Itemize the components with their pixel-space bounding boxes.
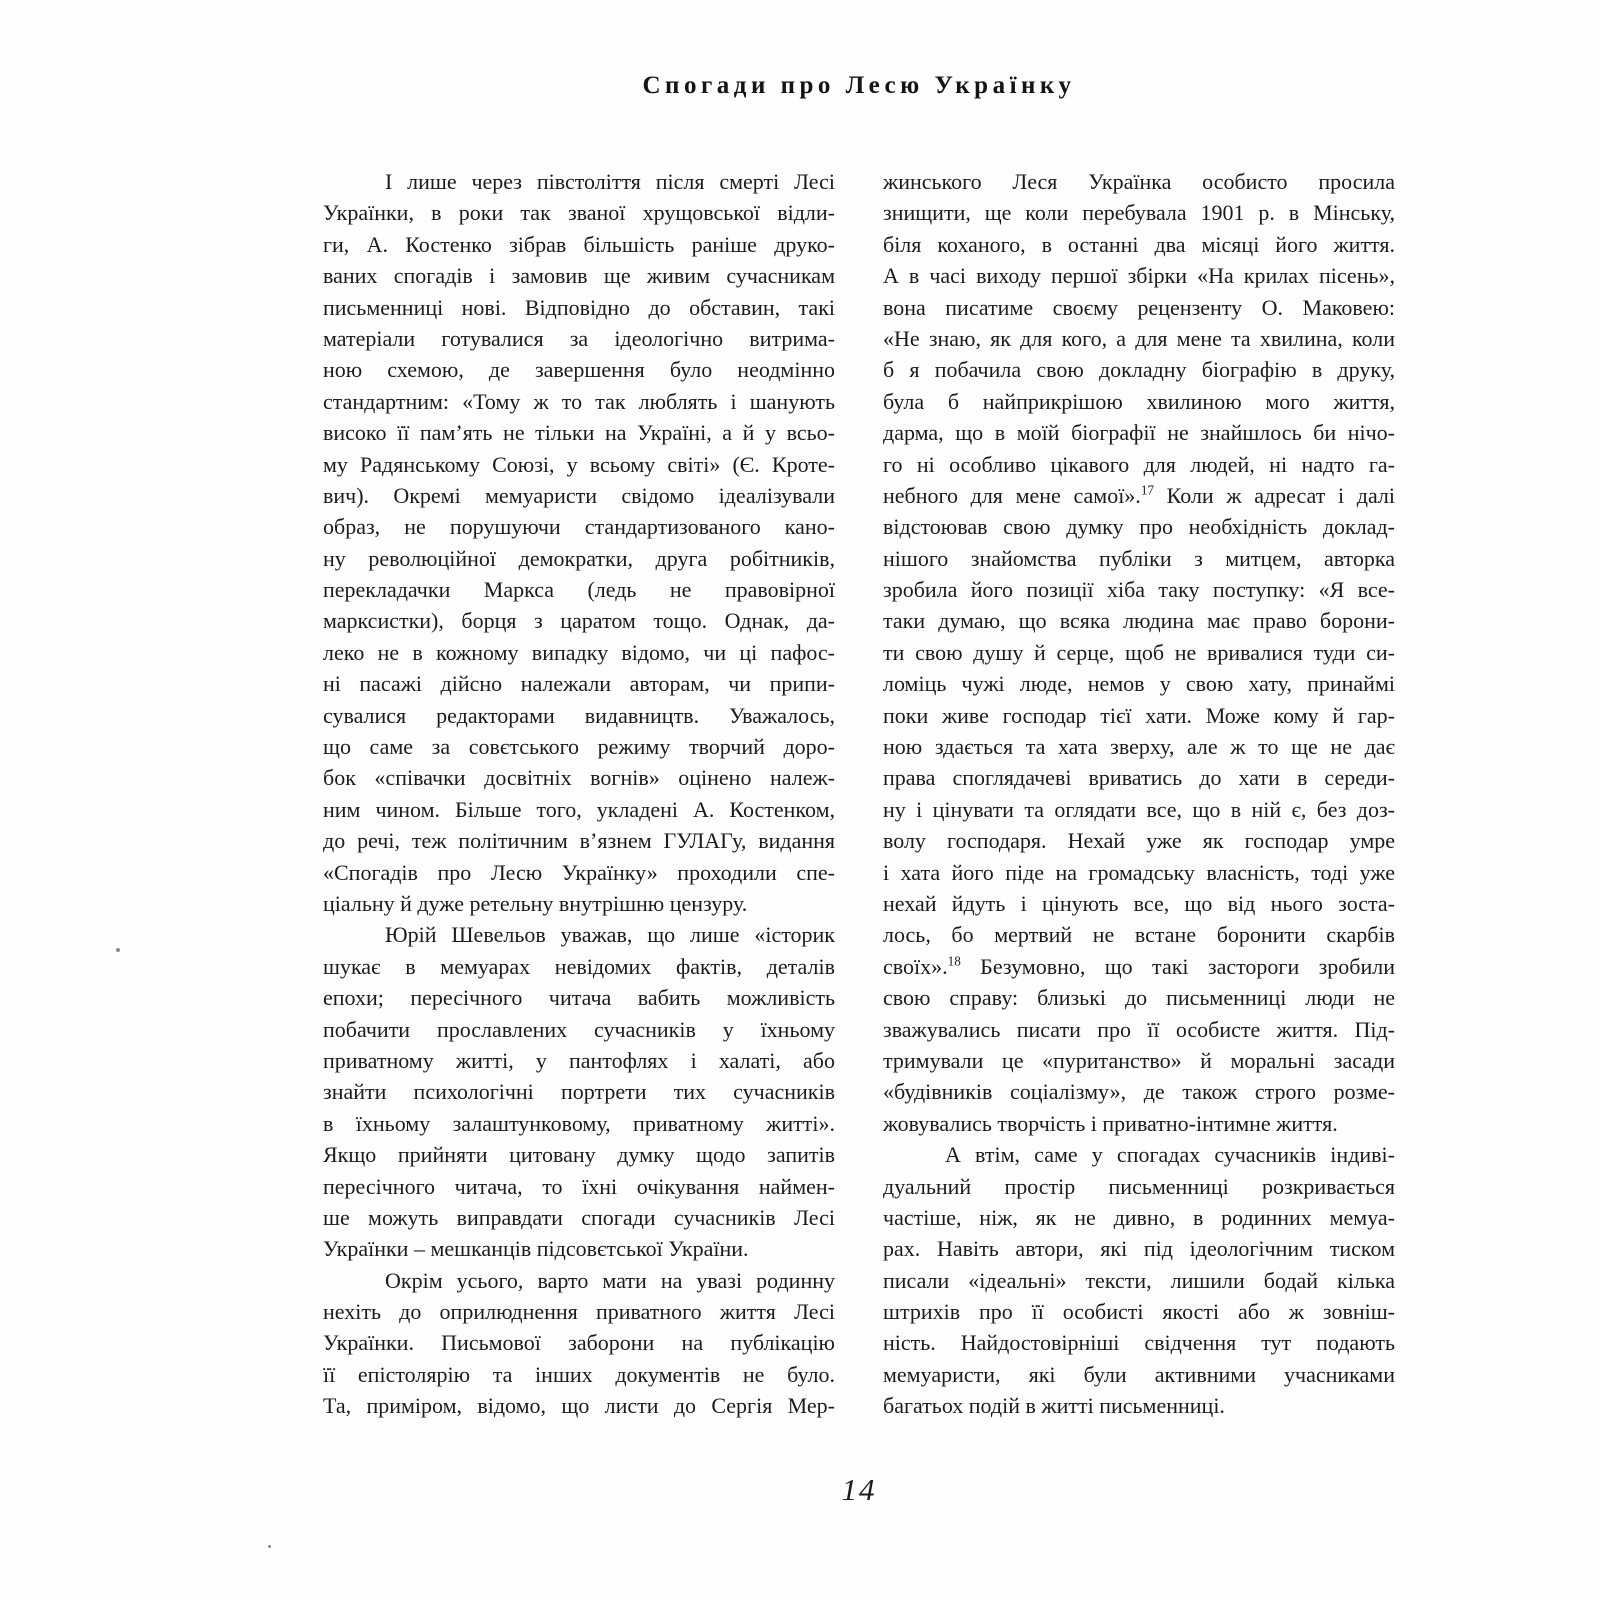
text-line: Українки. Письмової заборони на публікацію [323,1330,835,1356]
text-line: «будівників соціалізму», де також строго розме- [883,1079,1395,1105]
text-line: пересічного читача, то їхні очікування наймен- [323,1173,835,1199]
text-line: таки думаю, що всяка людина має право борони- [883,608,1395,634]
text-line: ною здається та хата зверху, але ж то ще не дає [883,734,1395,760]
text-line: багатьох подій в житті письменниці. [883,1393,1225,1419]
text-line: штрихів про її особисті якості або ж зовніш- [883,1299,1395,1325]
scan-speck [116,948,120,952]
text-line: ні пасажі дійсно належали авторам, чи припи- [323,671,835,697]
text-line: зважувались писати про її особисте життя. Під- [883,1016,1395,1042]
text-line: ну революційної демократки, друга робітників, [323,545,835,571]
text-line: нехіть до оприлюднення приватного життя Лесі [323,1299,835,1325]
text-line: права споглядачеві вриватись до хати в середи- [883,765,1395,791]
text-line: ги, А. Костенко зібрав більшість раніше друко- [323,231,835,257]
text-line: вона писатиме своєму рецензенту О. Маковею: [883,294,1395,320]
text-line: ність. Найдостовірніші свідчення тут подають [883,1330,1395,1356]
text-line: письменниці нові. Відповідно до обставин, такі [323,294,835,320]
text-line: марксистки), борця з царатом тощо. Однак, да- [323,608,835,634]
text-line: «Спогадів про Лесю Українку» проходили спе- [323,859,835,885]
text-line: Окрім усього, варто мати на увазі родинну [385,1267,835,1293]
text-line: зробила його позиції хіба таку поступку: «Я все- [883,577,1395,603]
column-right [883,166,1395,1422]
column-left [323,166,835,1422]
page-number: 14 [841,1472,877,1507]
text-line: Якщо прийняти цитовану думку щодо запитів [323,1142,835,1168]
text-line: рах. Навіть автори, які під ідеологічним тиском [883,1236,1395,1262]
text-line: нішого знайомства публіки з митцем, авторка [883,545,1395,571]
text-line: жинського Леся Українка особисто просила [883,169,1395,194]
text-line: Та, приміром, відомо, що листи до Сергія Мер- [323,1393,835,1419]
running-header: Спогади про Лесю Українку [642,72,1076,99]
text-line: свою справу: близькі до письменниці люди не [883,985,1395,1011]
text-line: Юрій Шевельов уважав, що лише «історик [385,922,835,948]
text-line: була б найприкрішою хвилиною мого життя, [883,388,1395,414]
scan-speck [268,1545,271,1548]
text-line: своїх».$^{18}$ Безумовно, що такі застороги зробили [883,953,1395,979]
text-line: до речі, теж політичним в’язнем ГУЛАГу, видання [323,828,835,854]
text-line: тримували це «пуританство» й моральні засади [883,1047,1395,1073]
text-line: волу господаря. Нехай уже як господар умре [883,828,1395,854]
text-line: ломіць чужі люде, немов у свою хату, принаймі [883,671,1395,697]
text-block [323,166,1395,1422]
text-line: жовувались творчість і приватно-інтимне життя. [883,1110,1338,1136]
text-line: А в часі виходу першої збірки «На крилах пісень», [883,263,1395,289]
text-line: відстоював свою думку про необхідність доклад- [883,514,1395,540]
text-line: знищити, ще коли перебувала 1901 р. в Мінську, [883,200,1395,226]
text-line: біля коханого, в останні два місяці його життя. [883,231,1395,257]
text-line: б я побачила свою докладну біографію в друку, [883,357,1395,383]
text-line: високо її пам’ять не тільки на Україні, а й у всьо- [323,420,835,446]
text-line: ше можуть виправдати спогади сучасників Лесі [323,1204,835,1230]
text-line: дуальний простір письменниці розкривається [883,1173,1395,1199]
text-line: І лише через півстоліття після смерті Лесі [385,169,835,194]
text-line: приватному житті, у пантофлях і халаті, або [323,1047,835,1073]
text-line: в їхньому залаштунковому, приватному житті». [323,1110,835,1136]
text-line: ним чином. Більше того, укладені А. Костенком, [323,796,835,822]
text-line: дарма, що в моїй біографії не знайшлось би нічо- [883,420,1395,446]
text-line: лось, бо мертвий не встане боронити скарбів [883,922,1395,948]
text-line: шукає в мемуарах невідомих фактів, деталів [323,953,835,979]
text-line: що саме за совєтського режиму творчий доро- [323,734,835,760]
text-line: побачити прославлених сучасників у їхньому [323,1016,835,1042]
text-line: ваних спогадів і замовив ще живим сучасникам [323,263,835,289]
text-line: епохи; пересічного читача вабить можливість [323,985,835,1011]
text-line: му Радянському Союзі, у всьому світі» (Є. Кроте- [323,451,835,477]
text-line: стандартним: «Тому ж то так люблять і шанують [323,388,835,414]
text-line: мемуаристи, які були активними учасниками [883,1361,1395,1387]
footnote-marker: 17 [1140,482,1154,498]
text-line: нехай йдуть і цінують все, що від нього зоста- [883,890,1395,916]
text-line: частіше, ніж, як не дивно, в родинних мемуа- [883,1204,1395,1230]
text-line: небного для мене самої».$^{17}$ Коли ж адресат і далі [883,482,1395,508]
text-line: «Не знаю, як для кого, а для мене та хвилина, коли [883,325,1395,351]
text-line: ціальну й дуже ретельну внутрішню цензуру. [323,890,748,916]
text-line: сувалися редакторами видавництв. Уважалось, [323,702,835,728]
text-line: писали «ідеальні» тексти, лишили бодай кілька [883,1267,1395,1293]
text-line: і хата його піде на громадську власність, тоді уже [883,859,1395,885]
text-line: поки живе господар тієї хати. Може кому й гар- [883,702,1395,728]
footnote-marker: 18 [947,953,961,969]
text-line: ною схемою, де завершення було неодмінно [323,357,835,383]
text-line: її епістолярію та інших документів не було. [323,1361,835,1387]
text-line: знайти психологічні портрети тих сучасників [323,1079,835,1105]
text-line: го ні особливо цікавого для людей, ні надто га- [883,451,1395,477]
text-line: леко не в кожному випадку відомо, чи ці пафос- [323,639,835,665]
text-line: ну і цінувати та оглядати все, що в ній є, без доз- [883,796,1395,822]
text-line: образ, не порушуючи стандартизованого кано- [323,514,835,540]
text-line: вич). Окремі мемуаристи свідомо ідеалізували [323,482,835,508]
text-line: бок «співачки досвітніх вогнів» оцінено належ- [323,765,835,791]
text-line: матеріали готувалися за ідеологічно витрима- [323,325,835,351]
text-line: перекладачки Маркса (ледь не правовірної [323,577,835,603]
text-line: ти свою душу й серце, щоб не вривалися туди си- [883,639,1395,665]
text-line: А втім, саме у спогадах сучасників індиві- [945,1142,1395,1168]
text-line: Українки, в роки так званої хрущовської відли- [323,200,835,226]
text-line: Українки – мешканців підсовєтської України. [323,1236,749,1262]
